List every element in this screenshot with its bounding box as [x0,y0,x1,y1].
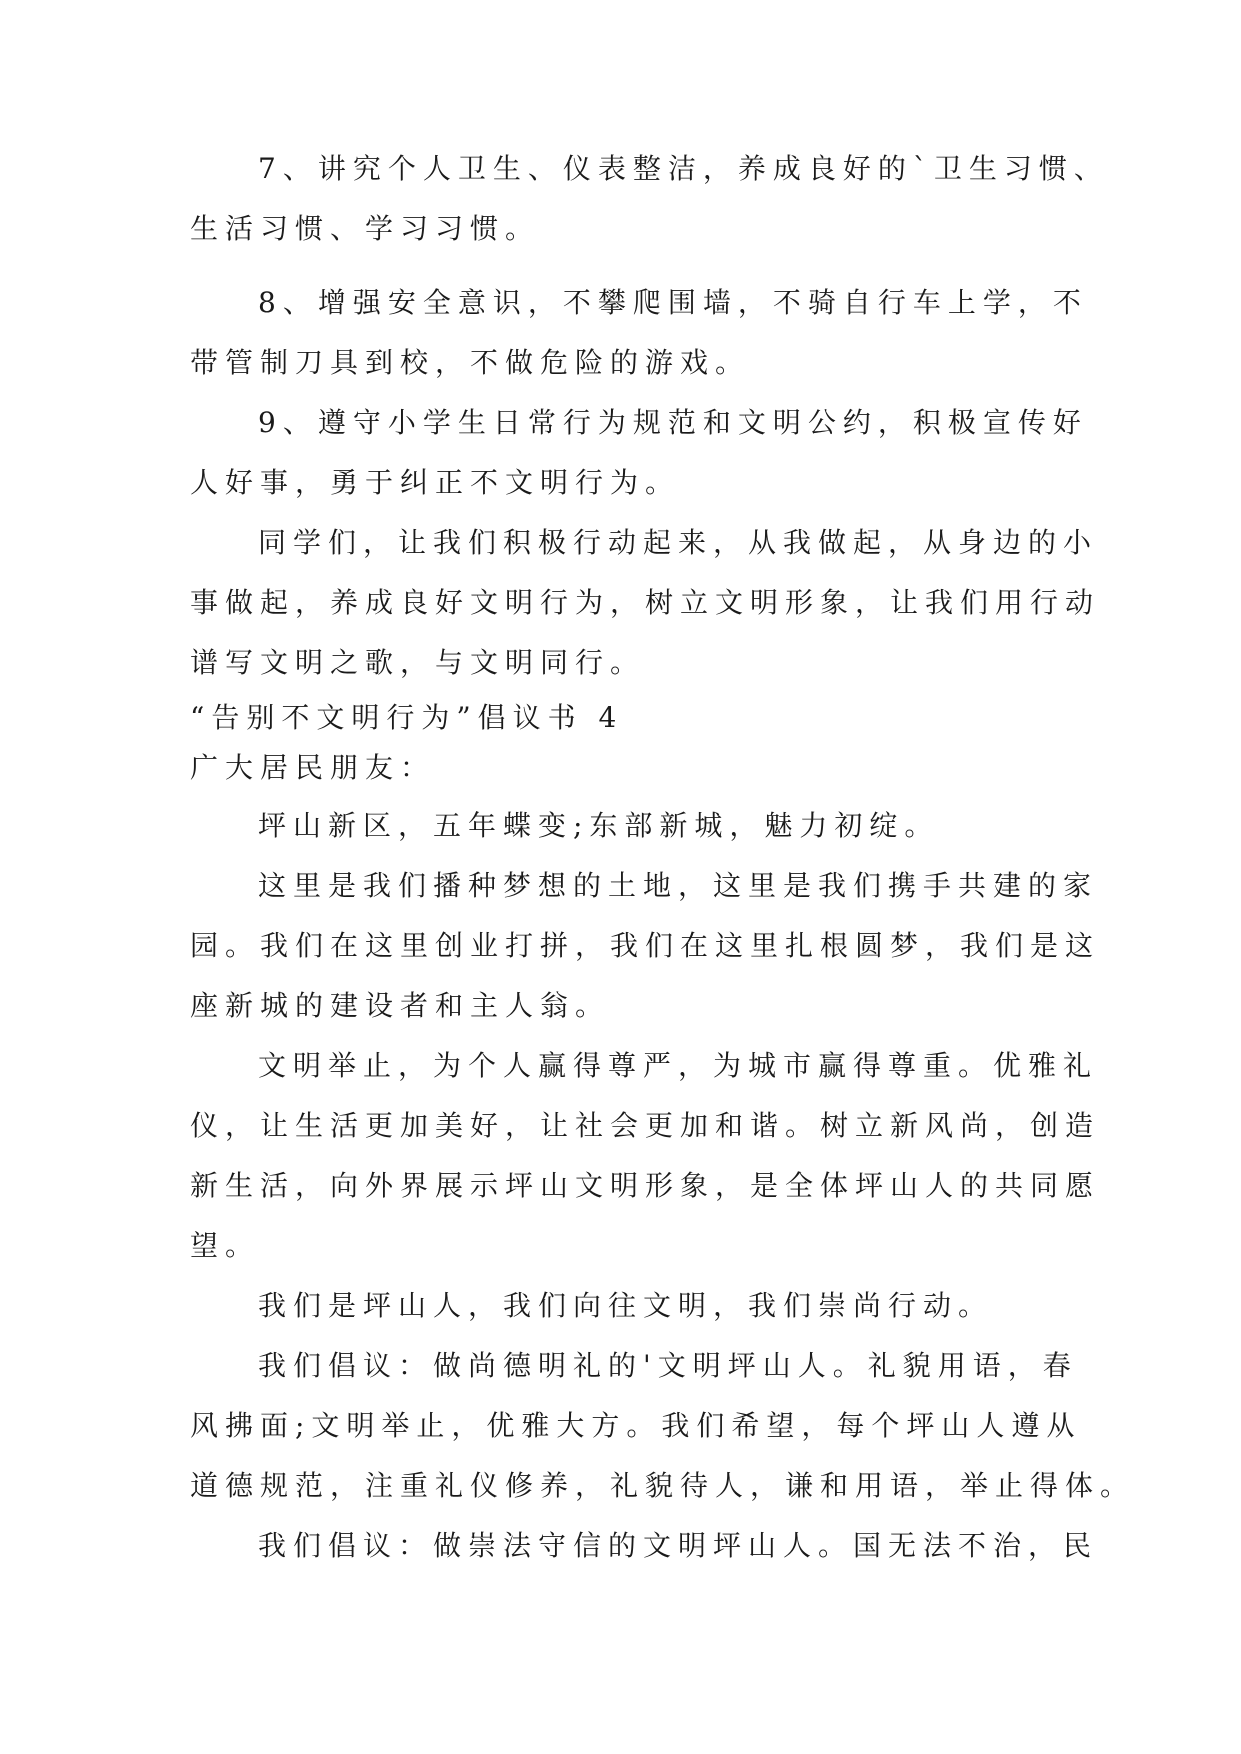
text-line: 文明举止，为个人赢得尊严，为城市赢得尊重。优雅礼 [258,1049,1099,1082]
text-line: 座新城的建设者和主人翁。 [190,989,611,1022]
text-line: 我们是坪山人，我们向往文明，我们崇尚行动。 [258,1289,994,1322]
text-line: 新生活，向外界展示坪山文明形象，是全体坪山人的共同愿 [190,1169,1101,1202]
text-line: 生活习惯、学习习惯。 [190,212,541,245]
text-line: 风拂面;文明举止，优雅大方。我们希望，每个坪山人遵从 [190,1409,1082,1442]
text-line: 人好事，勇于纠正不文明行为。 [190,466,681,499]
text-line: 望。 [190,1229,261,1262]
text-line: 坪山新区，五年蝶变;东部新城，魅力初绽。 [258,809,940,842]
salutation: 广大居民朋友： [190,751,436,784]
text-line: 园。我们在这里创业打拼，我们在这里扎根圆梦，我们是这 [190,929,1101,962]
text-line: 9、遵守小学生日常行为规范和文明公约，积极宣传好 [258,406,1088,439]
text-line: 带管制刀具到校，不做危险的游戏。 [190,346,751,379]
text-line: 事做起，养成良好文明行为，树立文明形象，让我们用行动 [190,586,1101,619]
text-line: 谱写文明之歌，与文明同行。 [190,646,646,679]
text-line: 同学们，让我们积极行动起来，从我做起，从身边的小 [258,526,1099,559]
text-line: 这里是我们播种梦想的土地，这里是我们携手共建的家 [258,869,1099,902]
text-line: 8、增强安全意识，不攀爬围墙，不骑自行车上学，不 [258,286,1088,319]
text-line: 我们倡议：做崇法守信的文明坪山人。国无法不治，民 [258,1529,1099,1562]
text-line: 7、讲究个人卫生、仪表整洁，养成良好的`卫生习惯、 [258,152,1109,185]
section-heading: “告别不文明行为”倡议书 4 [190,701,624,734]
text-line: 我们倡议：做尚德明礼的'文明坪山人。礼貌用语，春 [258,1349,1078,1382]
text-line: 仪，让生活更加美好，让社会更加和谐。树立新风尚，创造 [190,1109,1101,1142]
text-line: 道德规范，注重礼仪修养，礼貌待人，谦和用语，举止得体。 [190,1469,1136,1502]
